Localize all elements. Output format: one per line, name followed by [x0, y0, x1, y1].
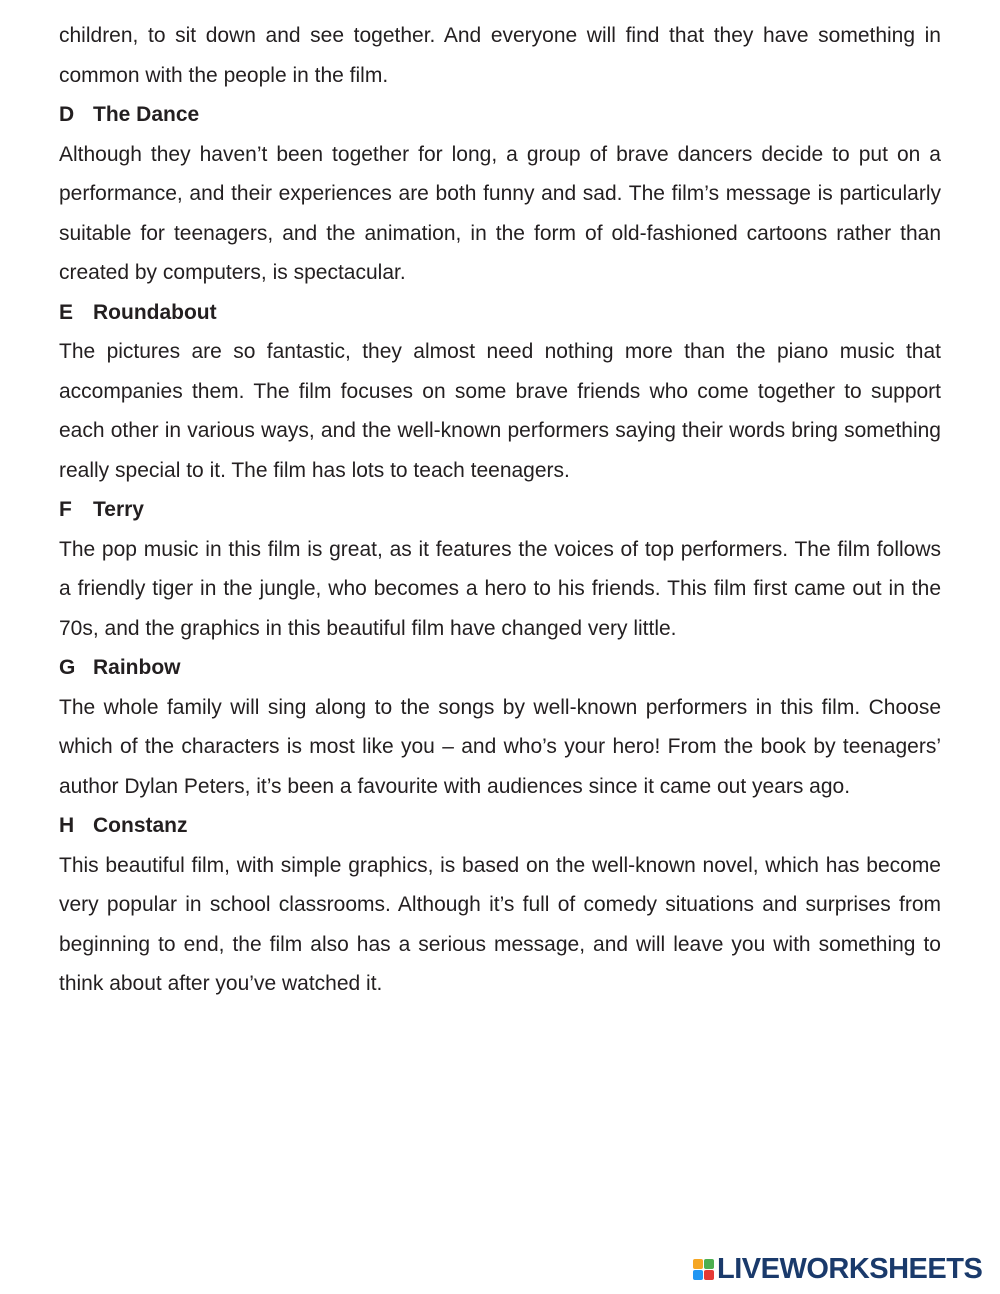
logo-square-icon [704, 1270, 714, 1280]
film-letter: F [59, 498, 72, 521]
film-description: The whole family will sing along to the songs by well-known performers in this film. Choose which of the characters is most like you – and who’s your hero! From the book by teenagers’ author Dylan Peters, it’s been a favourite with audiences since it came out years ago. [59, 695, 941, 798]
film-entry-h [59, 806, 941, 1004]
film-description: The pop music in this film is great, as it features the voices of top performers. The film follows a friendly tiger in the jungle, who becomes a hero to his friends. This film first came out in the 70s, and the graphics in this beautiful film have changed very little. [59, 537, 941, 640]
film-entry-e [59, 293, 941, 491]
logo-square-icon [704, 1259, 714, 1269]
logo-square-icon [693, 1270, 703, 1280]
film-heading [59, 293, 941, 333]
film-letter: E [59, 300, 74, 324]
film-entry-f [59, 490, 941, 648]
intro-continuation: children, to sit down and see together. And everyone will find that they have something in common with the people in the film. [59, 24, 941, 87]
film-description: Although they haven’t been together for long, a group of brave dancers decide to put on a performance, and their experiences are both funny and sad. The film’s message is particularly suitable for teenagers, and the animation, in the form of old-fashioned cartoons rather than created by computers, is spectacular. [59, 142, 941, 284]
film-heading [59, 806, 941, 846]
film-title: The Dance [93, 103, 200, 126]
film-letter: H [59, 814, 75, 837]
film-title: Terry [93, 498, 144, 521]
document-page [59, 16, 941, 1004]
film-letter: D [59, 103, 75, 126]
film-description: The pictures are so fantastic, they almost need nothing more than the piano music that accompanies them. The film focuses on some brave friends who come together to support each other in various ways, and the well-known performers saying their words bring something really special to it. The film has lots to teach teenagers. [59, 340, 941, 482]
film-heading [59, 95, 941, 135]
logo-square-icon [693, 1259, 703, 1269]
film-entry-d [59, 95, 941, 293]
film-entry-g [59, 648, 941, 806]
film-heading [59, 648, 941, 688]
film-letter: G [59, 656, 76, 679]
film-title: Roundabout [93, 300, 217, 324]
liveworksheets-logo [693, 1254, 982, 1284]
logo-text: LIVEWORKSHEETS [717, 1253, 983, 1285]
logo-mark-icon [693, 1259, 714, 1280]
film-description: This beautiful film, with simple graphics, is based on the well-known novel, which has become very popular in school classrooms. Although it’s full of comedy situations and surprises from beginning to end, the film also has a serious message, and will leave you with something to think about after you’ve watched it. [59, 853, 941, 995]
film-title: Constanz [93, 814, 188, 837]
film-heading [59, 490, 941, 530]
film-title: Rainbow [93, 656, 181, 679]
